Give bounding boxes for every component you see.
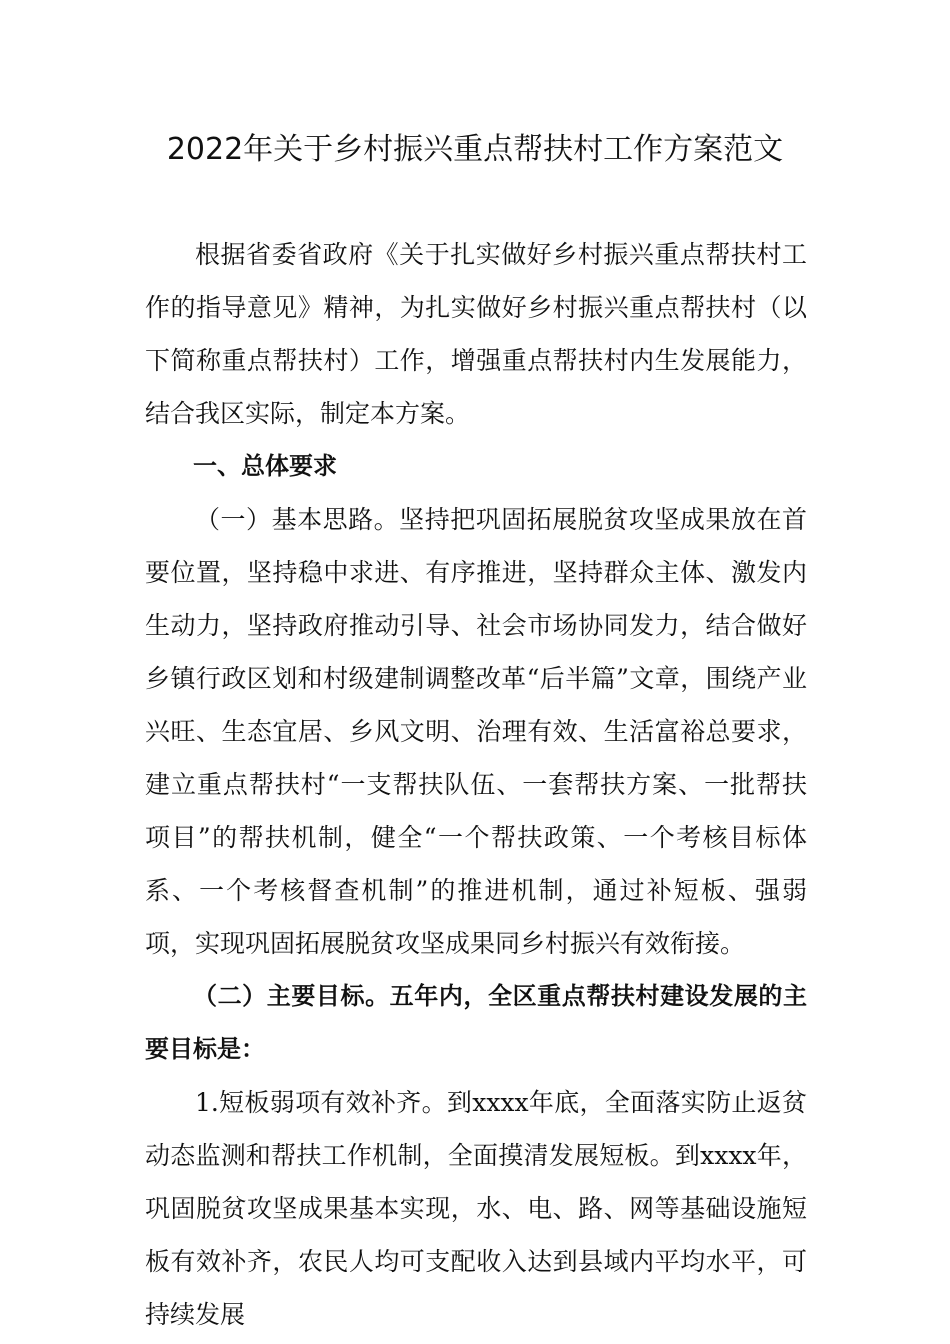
document-title: 2022年关于乡村振兴重点帮扶村工作方案范文	[166, 132, 784, 167]
section-heading-general-requirements: 一、总体要求	[193, 452, 337, 480]
goal-1-paragraph: 1.短板弱项有效补齐。到xxxx年底，全面落实防止返贫动态监测和帮扶工作机制，全面摸清发展短板。到xxxx年，巩固脱贫攻坚成果基本实现，水、电、路、网等基础设施短板有效补齐，农民人均可支配收入达到县域内平均水平，可持续发展	[145, 1088, 807, 1329]
intro-paragraph: 根据省委省政府《关于扎实做好乡村振兴重点帮扶村工作的指导意见》精神，为扎实做好乡村振兴重点帮扶村（以下简称重点帮扶村）工作，增强重点帮扶村内生发展能力，结合我区实际，制定本方案。	[145, 240, 807, 428]
main-goals-heading: （二）主要目标。五年内，全区重点帮扶村建设发展的主要目标是：	[145, 982, 807, 1063]
basic-approach-paragraph: （一）基本思路。坚持把巩固拓展脱贫攻坚成果放在首要位置，坚持稳中求进、有序推进，坚持群众主体、激发内生动力，坚持政府推动引导、社会市场协同发力，结合做好乡镇行政区划和村级建制调整改革“后半篇”文章，围绕产业兴旺、生态宜居、乡风文明、治理有效、生活富裕总要求，建立重点帮扶村“一支帮扶队伍、一套帮扶方案、一批帮扶项目”的帮扶机制，健全“一个帮扶政策、一个考核目标体系、一个考核督查机制”的推进机制，通过补短板、强弱项，实现巩固拓展脱贫攻坚成果同乡村振兴有效衔接。	[145, 505, 807, 958]
document-body	[145, 228, 807, 1341]
